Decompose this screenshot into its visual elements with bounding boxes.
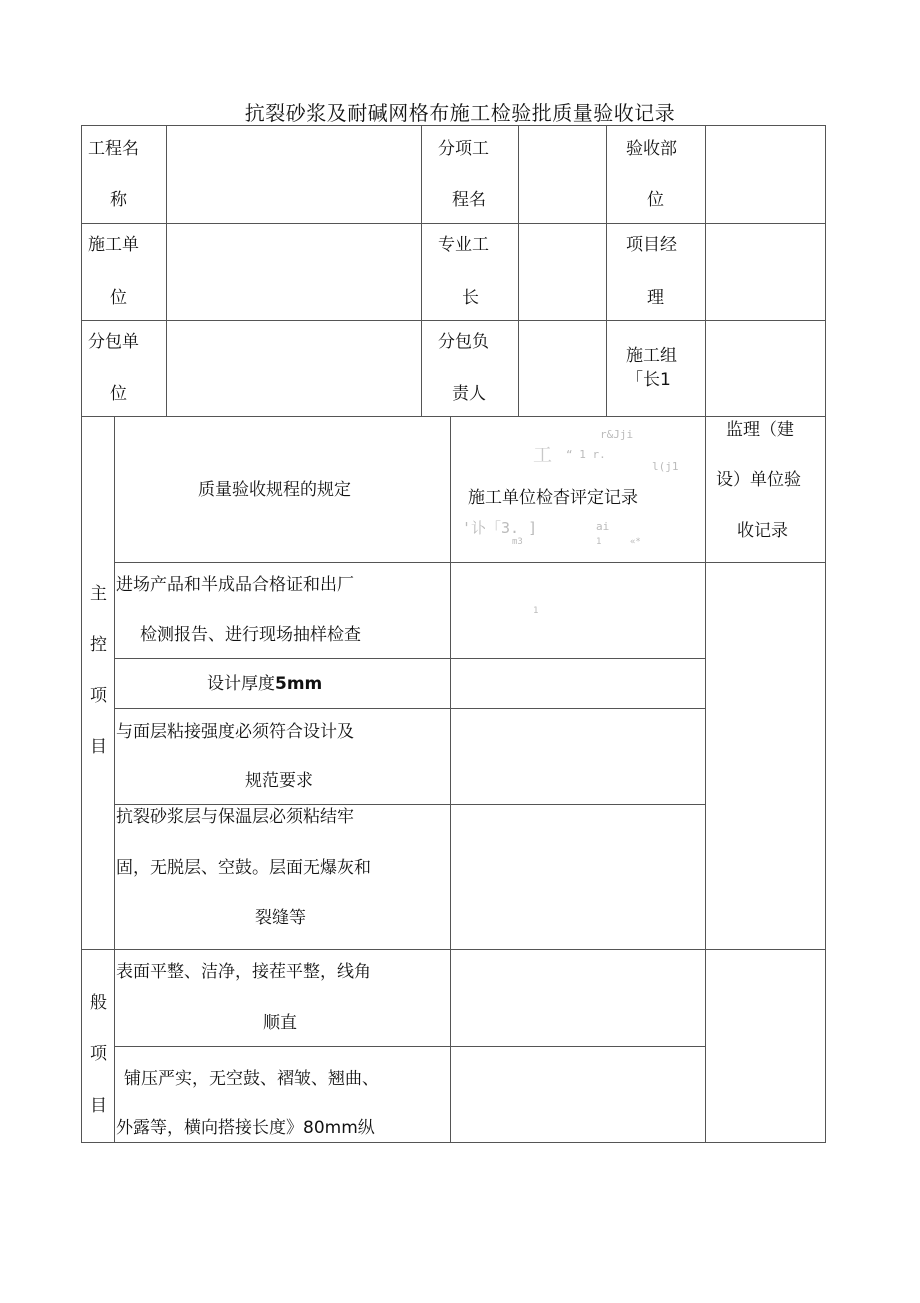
scan-mark: 1 bbox=[596, 537, 602, 547]
general-item-text: 铺压严实，无空鼓、褶皱、翘曲、 bbox=[124, 1069, 379, 1089]
label-specialty-foreman: 专业工 bbox=[438, 235, 489, 255]
col-divider bbox=[606, 125, 607, 417]
label-construction-unit-cont: 位 bbox=[110, 288, 127, 308]
label-project-name: 工程名 bbox=[88, 139, 139, 159]
col-header-contractor-record: 施工单位检杳评定记录 bbox=[468, 488, 638, 508]
general-items-label: 目 bbox=[90, 1096, 107, 1116]
scan-mark: r&Jji bbox=[600, 428, 634, 441]
label-team-leader-cont: 「长1 bbox=[626, 370, 671, 390]
main-items-label: 主 bbox=[90, 584, 107, 604]
col-divider bbox=[166, 125, 167, 417]
general-item-text: 外露等，横向搭接长度》80mm纵 bbox=[116, 1118, 375, 1138]
table-border-left bbox=[81, 125, 82, 1143]
main-item-text: 进场产品和半成品合格证和出厂 bbox=[116, 575, 354, 595]
table-border-right bbox=[825, 125, 826, 1143]
row-divider bbox=[114, 658, 705, 659]
row-divider bbox=[114, 708, 705, 709]
scan-mark: '讣「3. ] bbox=[462, 519, 538, 537]
main-item-text: 设计厚度5mm bbox=[207, 674, 323, 694]
label-acceptance-part: 验收部 bbox=[626, 139, 677, 159]
label-subcontract-leader-cont: 责人 bbox=[452, 384, 486, 404]
label-project-name-cont: 称 bbox=[110, 190, 127, 210]
col-header-supervisor-record-cont: 设）单位验 bbox=[716, 470, 801, 490]
main-item-text: 裂缝等 bbox=[255, 908, 306, 928]
label-project-manager: 项目经 bbox=[626, 235, 677, 255]
row-divider bbox=[114, 1046, 705, 1047]
main-items-label: 目 bbox=[90, 737, 107, 757]
label-sub-item-name-cont: 程名 bbox=[452, 190, 486, 210]
col-divider bbox=[518, 125, 519, 417]
main-item-text: 固，无脱层、空鼓。层面无爆灰和 bbox=[116, 858, 371, 878]
row-divider bbox=[81, 223, 826, 224]
label-subcontract-unit: 分包单 bbox=[88, 332, 139, 352]
main-item-text: 规范要求 bbox=[245, 771, 313, 791]
main-item-text: 检测报告、进行现场抽样检查 bbox=[140, 625, 361, 645]
main-item-text: 抗裂砂浆层与保温层必须粘结牢 bbox=[116, 807, 354, 827]
row-divider bbox=[81, 320, 826, 321]
label-specialty-foreman-cont: 长 bbox=[462, 288, 479, 308]
label-project-manager-cont: 理 bbox=[647, 288, 664, 308]
row-divider bbox=[114, 804, 705, 805]
scan-mark: 1 bbox=[533, 606, 539, 616]
main-items-label: 项 bbox=[90, 686, 107, 706]
label-subcontract-leader: 分包负 bbox=[438, 332, 489, 352]
general-item-text: 顺直 bbox=[263, 1013, 297, 1033]
label-sub-item-name: 分项工 bbox=[438, 139, 489, 159]
scan-mark: “ 1 r. bbox=[566, 448, 606, 461]
col-header-standard: 质量验收规程的规定 bbox=[198, 480, 351, 500]
main-items-label: 控 bbox=[90, 635, 107, 655]
table-border-top bbox=[81, 125, 826, 126]
page-title: 抗裂砂浆及耐碱网格布施工检验批质量验收记录 bbox=[244, 101, 676, 125]
scan-mark: l(j1 bbox=[652, 460, 679, 473]
design-thickness-value: 5mm bbox=[275, 674, 323, 694]
scan-mark: m3 bbox=[512, 537, 523, 547]
label-team-leader: 施工组 bbox=[626, 346, 677, 366]
general-item-text: 表面平整、洁净，接茬平整，线角 bbox=[116, 962, 371, 982]
general-items-label: 般 bbox=[90, 993, 107, 1013]
col-divider bbox=[421, 125, 422, 417]
row-divider bbox=[114, 562, 826, 563]
table-border-bottom bbox=[81, 1142, 826, 1143]
col-header-supervisor-record: 监理（建 bbox=[726, 420, 794, 440]
scan-mark: 工 bbox=[533, 444, 553, 466]
col-divider bbox=[114, 416, 115, 1143]
scan-mark: «* bbox=[630, 537, 641, 547]
col-divider bbox=[705, 416, 706, 1143]
scan-mark: ai bbox=[596, 520, 610, 533]
row-divider bbox=[81, 949, 826, 950]
col-header-supervisor-record-end: 收记录 bbox=[737, 521, 788, 541]
col-divider bbox=[450, 416, 451, 1143]
main-item-text: 与面层粘接强度必须符合设计及 bbox=[116, 722, 354, 742]
label-acceptance-part-cont: 位 bbox=[647, 190, 664, 210]
general-items-label: 项 bbox=[90, 1044, 107, 1064]
label-subcontract-unit-cont: 位 bbox=[110, 384, 127, 404]
row-divider bbox=[81, 416, 826, 417]
col-divider bbox=[705, 125, 706, 417]
label-construction-unit: 施工单 bbox=[88, 235, 139, 255]
